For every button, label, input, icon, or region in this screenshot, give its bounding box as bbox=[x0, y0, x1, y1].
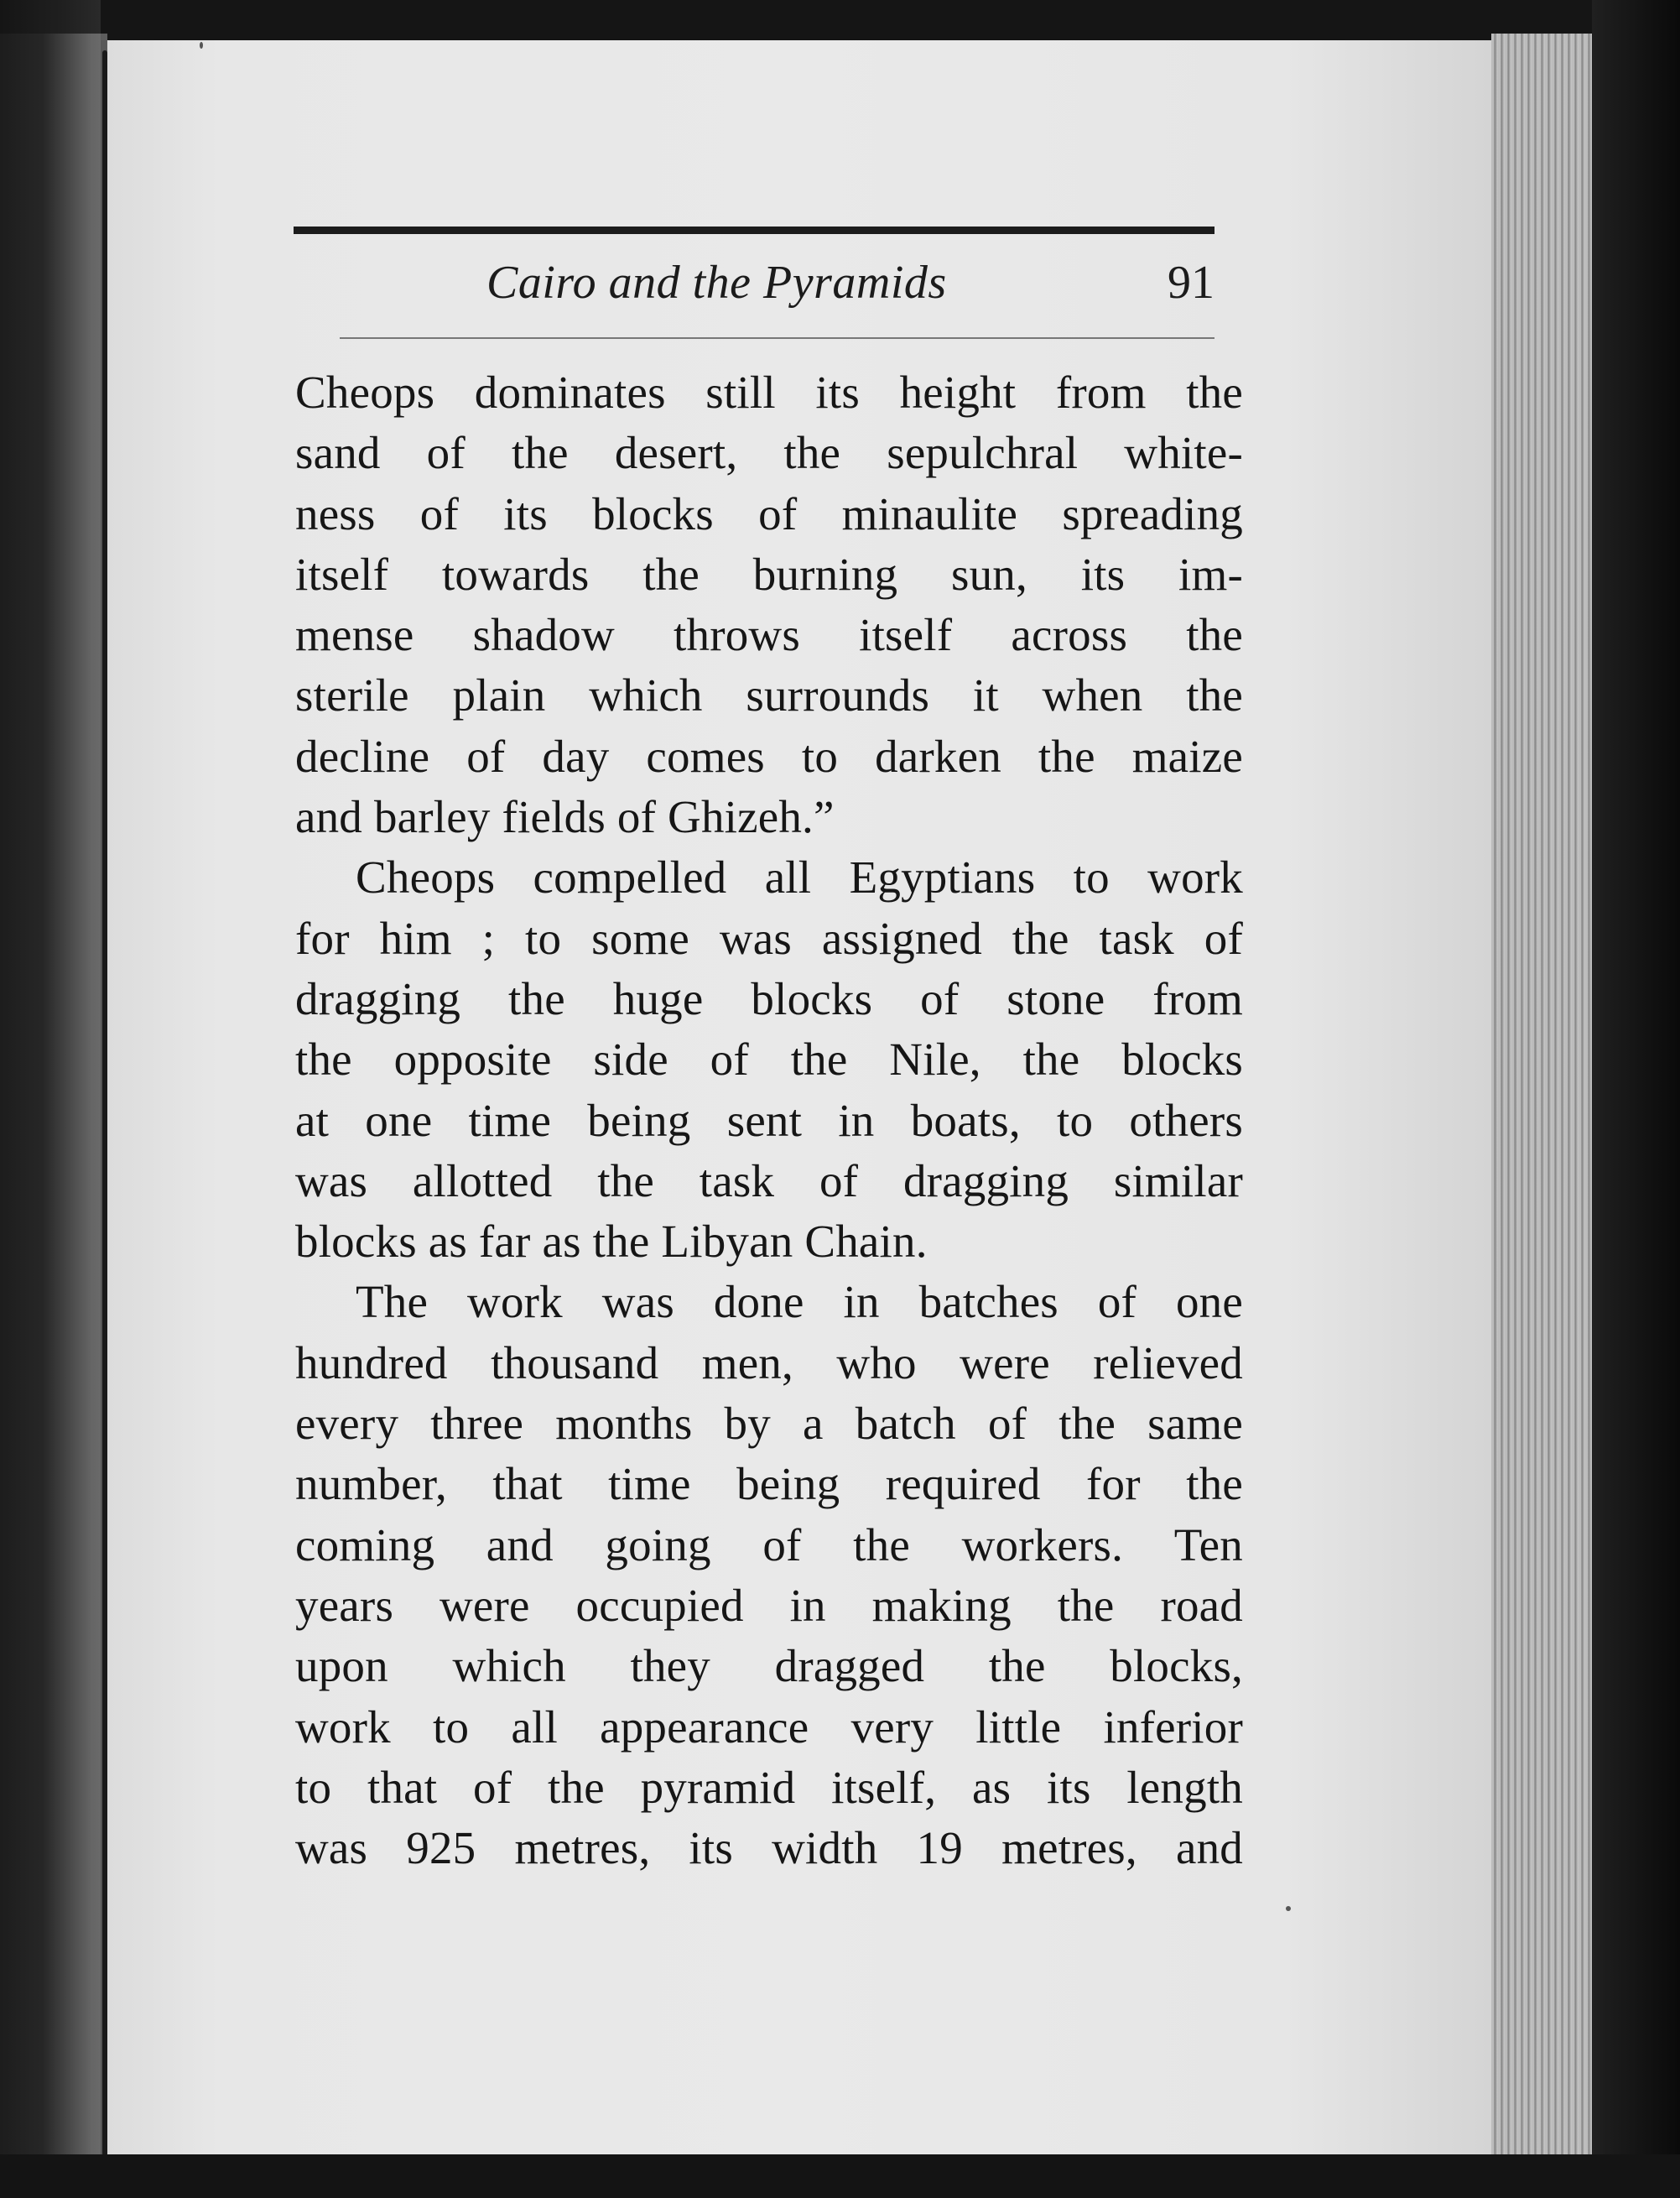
text-line: Cheops compelled all Egyptians to work bbox=[356, 852, 1243, 904]
scan-top-edge bbox=[0, 0, 1680, 40]
book-cover-edge bbox=[1592, 0, 1680, 2198]
text-line: for him ; to some was assigned the task of bbox=[295, 912, 1243, 964]
running-title: Cairo and the Pyramids bbox=[486, 257, 947, 309]
page-stack-edge bbox=[1491, 34, 1592, 2164]
text-line: years were occupied in making the road bbox=[295, 1579, 1243, 1631]
text-line: number, that time being required for the bbox=[295, 1458, 1243, 1510]
text-line: was allotted the task of dragging similar bbox=[295, 1154, 1243, 1206]
text-line: sand of the desert, the sepulchral white- bbox=[295, 427, 1243, 479]
text-line: blocks as far as the Libyan Chain. bbox=[295, 1216, 928, 1268]
text-line: ness of its blocks of minaulite spreading bbox=[295, 487, 1243, 539]
text-line: sterile plain which surrounds it when the bbox=[295, 669, 1243, 721]
text-line: every three months by a batch of the same bbox=[295, 1398, 1243, 1450]
previous-page-sliver bbox=[0, 34, 107, 2181]
text-line: decline of day comes to darken the maize bbox=[295, 730, 1243, 782]
running-head bbox=[294, 256, 1214, 323]
header-rule-thick bbox=[294, 227, 1214, 234]
text-line: itself towards the burning sun, its im- bbox=[295, 548, 1243, 600]
text-line: work to all appearance very little inferior bbox=[295, 1701, 1243, 1753]
text-line: dragging the huge blocks of stone from bbox=[295, 972, 1243, 1024]
page-number: 91 bbox=[1168, 257, 1214, 309]
text-line: upon which they dragged the blocks, bbox=[295, 1640, 1243, 1692]
scan-speck bbox=[1286, 1906, 1291, 1911]
header-rule-thin bbox=[340, 337, 1214, 339]
text-line: hundred thousand men, who were relieved bbox=[295, 1336, 1243, 1388]
text-line: Cheops dominates still its height from the bbox=[295, 367, 1243, 418]
text-line: and barley fields of Ghizeh.” bbox=[295, 791, 835, 843]
text-line: coming and going of the workers. Ten bbox=[295, 1518, 1243, 1570]
text-line: to that of the pyramid itself, as its length bbox=[295, 1761, 1243, 1813]
text-line: was 925 metres, its width 19 metres, and bbox=[295, 1822, 1243, 1874]
text-line: at one time being sent in boats, to others bbox=[295, 1094, 1243, 1146]
text-line: mense shadow throws itself across the bbox=[295, 609, 1243, 661]
body-text bbox=[295, 362, 1243, 1878]
text-line: the opposite side of the Nile, the blocks bbox=[295, 1034, 1243, 1086]
scan-speck bbox=[200, 42, 203, 49]
text-line: The work was done in batches of one bbox=[356, 1276, 1243, 1328]
scan-bottom-edge bbox=[0, 2154, 1680, 2198]
